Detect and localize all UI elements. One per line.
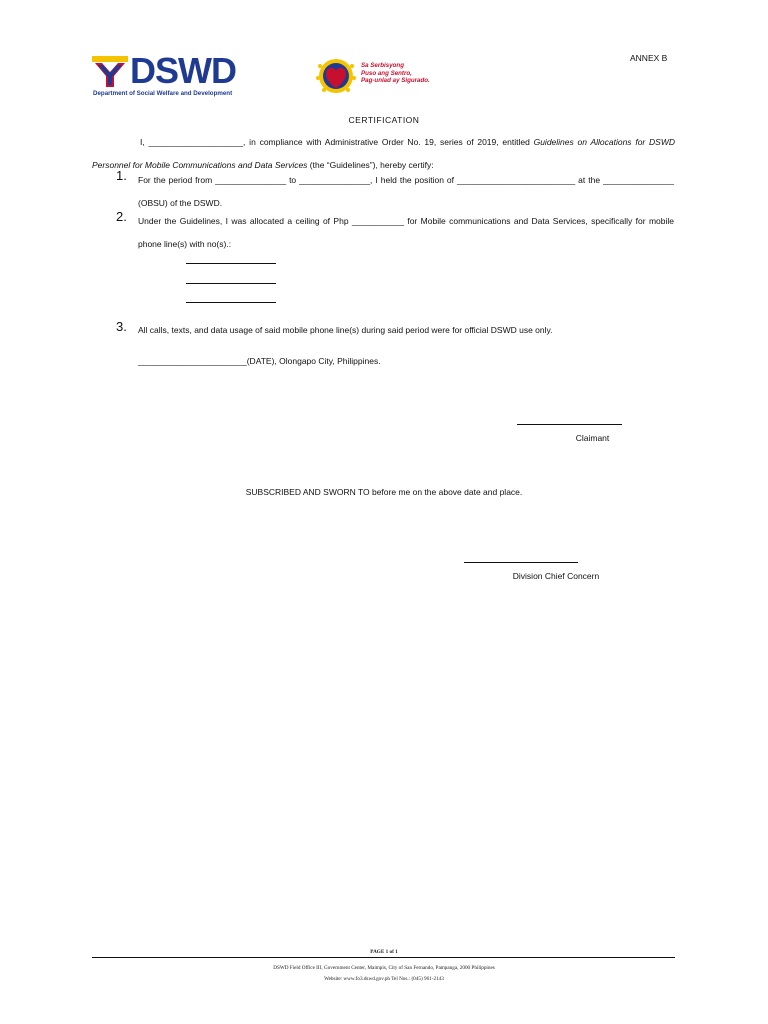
- item-2-text: Under the Guidelines, I was allocated a ceiling of Php ___________ for Mobile communications and Data Services, specifically for mobile phone line(s) with no(s).:: [138, 216, 674, 249]
- annex-label: ANNEX B: [630, 53, 668, 63]
- slogan-logo: [314, 56, 444, 96]
- logo-wordmark: DSWD: [130, 50, 236, 91]
- footer-address: DSWD Field Office III, Government Center, Maimpis, City of San Fernando, Pampanga, 2000 Philippines: [273, 965, 495, 971]
- intro-text-pre: I, ____________________, in compliance with Administrative Order No. 19, series of 2019, entitled: [140, 137, 534, 147]
- page-number: PAGE 1 of 1: [370, 949, 398, 955]
- department-name: Department of Social Welfare and Development: [93, 90, 233, 97]
- claimant-signature-line: [517, 424, 622, 425]
- slogan-text: [361, 62, 430, 85]
- certification-title: CERTIFICATION: [348, 115, 420, 125]
- slogan-line-3: Pag-unlad ay Sigurado.: [361, 77, 430, 84]
- slogan-line-2: Puso ang Sentro,: [361, 69, 412, 77]
- item-3-number: 3.: [116, 319, 127, 334]
- dswd-emblem-icon: [92, 56, 128, 88]
- item-3-text: All calls, texts, and data usage of said mobile phone line(s) during said period were for official DSWD use only.: [138, 325, 553, 335]
- item-1-number: 1.: [116, 168, 127, 183]
- phone-line-blank-2: [186, 283, 276, 284]
- dswd-logo: [92, 50, 252, 100]
- sworn-statement: SUBSCRIBED AND SWORN TO before me on the above date and place.: [245, 487, 523, 497]
- chief-signature-line: [464, 562, 578, 563]
- item-1-text: For the period from _______________ to _______________, I held the position of _________________________ at the _______________ (OBSU) of the DSWD.: [138, 175, 674, 208]
- claimant-label: Claimant: [575, 433, 610, 443]
- chief-label: Division Chief Concern: [512, 571, 600, 581]
- footer-divider: [92, 957, 675, 958]
- date-place-line: _______________________(DATE), Olongapo City, Philippines.: [138, 356, 381, 366]
- footer-contact: Website: www.fo3.dswd.gov.ph Tel Nos.: (045) 961-2143: [324, 976, 444, 982]
- heart-seal-icon: [314, 56, 358, 96]
- phone-line-blank-3: [186, 302, 276, 303]
- intro-title-italic: Guidelines on Allocations for DSWD Personnel for Mobile Communications and Data Services: [92, 137, 675, 170]
- item-2-number: 2.: [116, 209, 127, 224]
- intro-text-post: (the “Guidelines”), hereby certify:: [307, 160, 434, 170]
- slogan-line-1: Sa Serbisyong: [361, 62, 404, 69]
- phone-line-blank-1: [186, 263, 276, 264]
